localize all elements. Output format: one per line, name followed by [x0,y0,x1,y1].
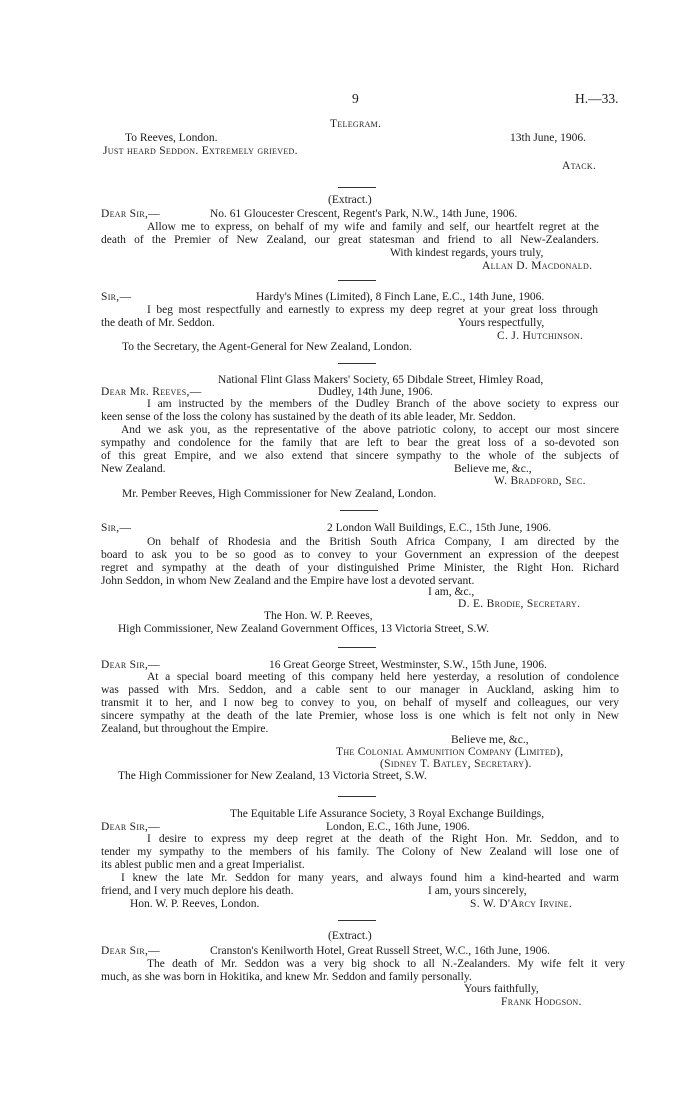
letter-address: No. 61 Gloucester Crescent, Regent's Park, N.W., 14th June, 1906. [210,208,518,220]
body-line: I am instructed by the members of the Dudley Branch of the above society to express our [147,398,619,410]
letter-closing: Believe me, &c., [451,734,529,746]
letter-address: 2 London Wall Buildings, E.C., 15th June, 1906. [327,522,552,534]
salutation: Dear Sir,— [101,821,160,833]
letter-body [101,671,619,736]
letter-body [101,221,599,247]
body-line: regret and sympathy at the death of your distinguished Prime Minister, the Right Hon. Richard [101,562,619,574]
letter-address-line: The Equitable Life Assurance Society, 3 Royal Exchange Buildings, [230,808,545,820]
telegram-title: Telegram. [330,118,382,130]
body-line: much, as she was born in Hokitika, and knew Mr. Seddon and family personally. [101,971,472,983]
letter-address-line: National Flint Glass Makers' Society, 65 Dibdale Street, Himley Road, [218,374,544,386]
letter-signature: Allan D. Macdonald. [482,260,593,272]
body-line: I desire to express my deep regret at the death of the Right Hon. Mr. Seddon, and to [147,833,619,845]
letter-signature: Frank Hodgson. [501,996,582,1008]
letter-signature: C. J. Hutchinson. [497,330,584,342]
body-line: I knew the late Mr. Seddon for many years, and always found him a kind-hearted and warm [121,872,619,884]
page-number: 9 [352,91,359,106]
letter-body [101,833,619,898]
telegram-to: To Reeves, London. [125,132,218,144]
body-line: John Seddon, in whom New Zealand and the Empire have lost a devoted servant. [101,575,475,587]
divider [338,363,376,364]
letter-addressee: High Commissioner, New Zealand Government Offices, 13 Victoria Street, S.W. [118,623,490,635]
salutation: Dear Mr. Reeves,— [101,386,202,398]
body-line: sympathy and condolence for the family that are left to bear the great loss of a so-devoted son [101,437,619,449]
body-line: the death of Mr. Seddon. [101,317,215,329]
body-line: tender my sympathy to the members of his family. The Colony of New Zealand will lose one of [101,846,619,858]
telegram-date: 13th June, 1906. [510,132,587,144]
body-line: death of the Premier of New Zealand, our great statesman and friend to all New-Zealanders. [101,234,599,246]
letter-signature: D. E. Brodie, Secretary. [458,598,581,610]
document-reference: H.—33. [575,91,619,106]
letter-addressee: Mr. Pember Reeves, High Commissioner for New Zealand, London. [122,488,437,500]
letter-body [101,536,619,588]
telegram-signature: Atack. [562,160,597,172]
salutation: Dear Sir,— [101,659,160,671]
letter-closing: With kindest regards, yours truly, [390,247,544,259]
body-line: friend, and I very much deplore his death. [101,885,294,897]
letter-address-line: London, E.C., 16th June, 1906. [326,821,470,833]
body-line: board to ask you to be so good as to convey to your Government an expression of the deepest [101,549,619,561]
divider [340,510,378,511]
body-line: sincere sympathy at the death of the late Premier, whose loss is one which is felt not only in New [101,710,619,722]
divider [338,187,376,188]
letter-closing: Yours faithfully, [464,983,539,995]
extract-label: (Extract.) [328,930,372,942]
body-line: I beg most respectfully and earnestly to express my deep regret at your great loss through [147,304,598,316]
body-line: of this great Empire, and we also extend that sincere sympathy to the whole of the subjects of [101,450,619,462]
body-line: And we ask you, as the representative of the above patriotic colony, to accept our most sincere [121,424,619,436]
letter-addressee: The Hon. W. P. Reeves, [264,610,373,622]
letter-address-line: Dudley, 14th June, 1906. [318,386,433,398]
salutation: Dear Sir,— [101,208,160,220]
letter-addressee: To the Secretary, the Agent-General for New Zealand, London. [122,341,412,353]
body-line: Zealand, but throughout the Empire. [101,723,269,735]
body-line: was passed with Mrs. Seddon, and a cable sent to our manager in Auckland, asking him to [101,684,619,696]
salutation: Dear Sir,— [101,945,160,957]
body-line: transmit it to her, and I now beg to convey to you, on behalf of myself and colleagues, our very [101,697,619,709]
body-line: its ablest public men and a great Imperialist. [101,859,305,871]
letter-closing: I am, &c., [428,586,475,598]
letter-body [101,398,619,476]
divider [338,647,376,648]
letter-addressee: Hon. W. P. Reeves, London. [130,898,260,910]
letter-addressee: The High Commissioner for New Zealand, 13 Victoria Street, S.W. [118,770,427,782]
letter-address: 16 Great George Street, Westminster, S.W., 15th June, 1906. [269,659,547,671]
body-line: keen sense of the loss the colony has sustained by the death of its able leader, Mr. Seddon. [101,411,516,423]
divider [338,796,376,797]
letter-signature: W. Bradford, Sec. [494,475,586,487]
divider [338,280,376,281]
body-line: The death of Mr. Seddon was a very big shock to all N.-Zealanders. My wife felt it very [147,958,625,970]
letter-closing: Yours respectfully, [458,317,545,329]
extract-label: (Extract.) [328,194,372,206]
body-line: Allow me to express, on behalf of my wife and family and self, our heartfelt regret at the [147,221,599,233]
letter-signature: S. W. D'Arcy Irvine. [470,898,572,910]
body-line: New Zealand. [101,463,166,475]
letter-address: Cranston's Kenilworth Hotel, Great Russell Street, W.C., 16th June, 1906. [210,945,551,957]
letter-address: Hardy's Mines (Limited), 8 Finch Lane, E.C., 14th June, 1906. [256,291,545,303]
letter-signature: (Sidney T. Batley, Secretary). [380,758,532,770]
divider [338,920,376,921]
letter-closing: Believe me, &c., [454,463,532,475]
salutation: Sir,— [101,522,132,534]
letter-body [101,958,625,984]
body-line: At a special board meeting of this company held here yesterday, a resolution of condolence [147,671,619,683]
body-line: On behalf of Rhodesia and the British South Africa Company, I am directed by the [147,536,619,548]
salutation: Sir,— [101,291,132,303]
letter-signature: The Colonial Ammunition Company (Limited), [336,746,564,758]
letter-closing: I am, yours sincerely, [428,885,527,897]
telegram-body: Just heard Seddon. Extremely grieved. [103,145,298,157]
